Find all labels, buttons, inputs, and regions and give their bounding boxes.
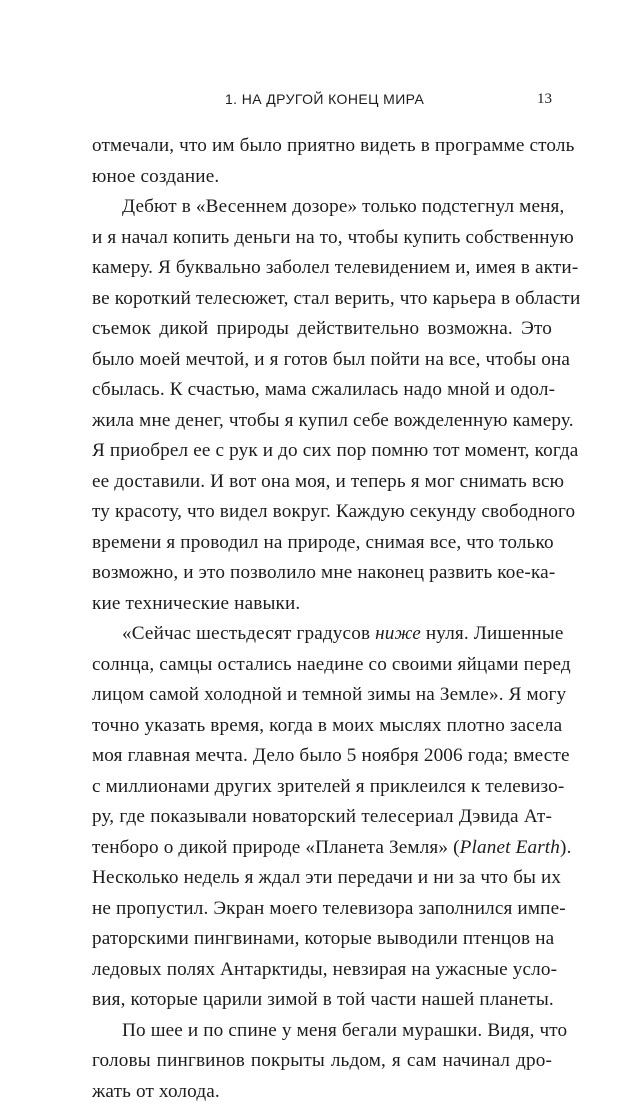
text-segment: вия, которые царили зимой в той части нашей планеты.	[92, 989, 554, 1010]
text-segment: ве короткий телесюжет, стал верить, что карьера в области	[92, 288, 580, 309]
text-line	[92, 528, 552, 559]
text-segment: раторскими пингвинами, которые выводили птенцов на	[92, 928, 554, 949]
text-line	[92, 680, 552, 711]
text-line	[92, 741, 552, 772]
text-segment: и я начал копить деньги на то, чтобы купить собственную	[92, 227, 574, 248]
italic-text: Planet Earth	[460, 837, 560, 858]
text-line	[92, 314, 552, 345]
text-line	[92, 1077, 552, 1107]
text-segment: времени я проводил на природе, снимая все, что только	[92, 532, 554, 553]
text-segment: возможно, и это позволило мне наконец развить кое-ка-	[92, 562, 555, 583]
text-line	[92, 650, 552, 681]
text-segment: «Сейчас шестьдесят градусов	[122, 623, 375, 644]
text-segment: ее доставили. И вот она моя, и теперь я мог снимать всю	[92, 471, 564, 492]
text-line	[92, 558, 552, 589]
text-line	[92, 192, 552, 223]
text-segment: ).	[560, 837, 572, 858]
text-line	[92, 284, 552, 315]
text-line	[92, 1016, 552, 1047]
text-segment: Я приобрел ее с рук и до сих пор помню тот момент, когда	[92, 440, 578, 461]
text-line	[92, 955, 552, 986]
running-title: 1. НА ДРУГОЙ КОНЕЦ МИРА	[225, 91, 424, 107]
text-line	[92, 223, 552, 254]
text-segment: ру, где показывали новаторский телесериал Дэвида Ат-	[92, 806, 552, 827]
text-segment: жила мне денег, чтобы я купил себе вожделенную камеру.	[92, 410, 574, 431]
text-segment: Дебют в «Весеннем дозоре» только подстегнул меня,	[122, 196, 564, 217]
text-line	[92, 924, 552, 955]
text-segment: По шее и по спине у меня бегали мурашки. Видя, что	[122, 1020, 567, 1041]
text-line	[92, 1046, 552, 1077]
text-line	[92, 711, 552, 742]
text-segment: ту красоту, что видел вокруг. Каждую секунду свободного	[92, 501, 575, 522]
page-number: 13	[537, 91, 552, 108]
text-line	[92, 985, 552, 1016]
text-segment: юное создание.	[92, 166, 219, 187]
body-text	[92, 131, 552, 1107]
text-segment: съемок дикой природы действительно возможна. Это	[92, 318, 552, 339]
text-segment: головы пингвинов покрыты льдом, я сам начинал дро-	[92, 1050, 552, 1071]
text-line	[92, 863, 552, 894]
text-segment: жать от холода.	[92, 1081, 220, 1102]
text-line	[92, 589, 552, 620]
text-segment: моя главная мечта. Дело было 5 ноября 2006 года; вместе	[92, 745, 570, 766]
text-segment: было моей мечтой, и я готов был пойти на все, чтобы она	[92, 349, 570, 370]
text-segment: ледовых полях Антарктиды, невзирая на ужасные усло-	[92, 959, 557, 980]
text-segment: не пропустил. Экран моего телевизора заполнился импе-	[92, 898, 566, 919]
text-segment: камеру. Я буквально заболел телевидением и, имея в акти-	[92, 257, 578, 278]
text-segment: кие технические навыки.	[92, 593, 300, 614]
text-line	[92, 619, 552, 650]
text-line	[92, 497, 552, 528]
text-segment: Несколько недель я ждал эти передачи и ни за что бы их	[92, 867, 561, 888]
text-line	[92, 772, 552, 803]
text-line	[92, 833, 552, 864]
text-line	[92, 467, 552, 498]
text-line	[92, 894, 552, 925]
text-line	[92, 253, 552, 284]
text-segment: тенборо о дикой природе «Планета Земля» (	[92, 837, 460, 858]
text-line	[92, 162, 552, 193]
text-line	[92, 406, 552, 437]
text-line	[92, 345, 552, 376]
text-segment: отмечали, что им было приятно видеть в программе столь	[92, 135, 575, 156]
running-header	[0, 91, 644, 113]
text-line	[92, 131, 552, 162]
text-segment: лицом самой холодной и темной зимы на Земле». Я могу	[92, 684, 566, 705]
text-line	[92, 375, 552, 406]
text-segment: солнца, самцы остались наедине со своими яйцами перед	[92, 654, 571, 675]
text-segment: точно указать время, когда в моих мыслях плотно засела	[92, 715, 562, 736]
text-segment: сбылась. К счастью, мама сжалилась надо мной и одол-	[92, 379, 555, 400]
italic-text: ниже	[375, 623, 421, 644]
text-segment: нуля. Лишенные	[421, 623, 564, 644]
text-line	[92, 802, 552, 833]
text-line	[92, 436, 552, 467]
text-segment: с миллионами других зрителей я приклеился к телевизо-	[92, 776, 564, 797]
